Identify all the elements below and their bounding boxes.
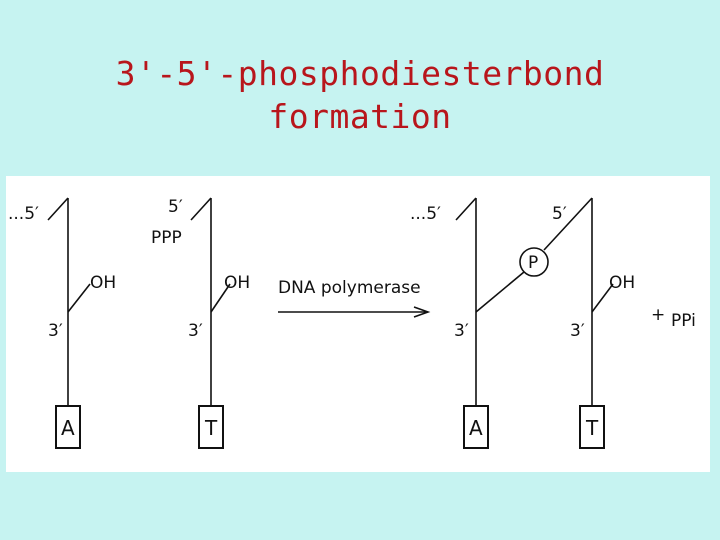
left-strand1-5prime-link xyxy=(48,198,68,220)
left-strand1-oh-label: OH xyxy=(90,273,117,293)
left-strand1-5prime-label: ...5′ xyxy=(8,204,39,224)
title-line-1: 3'-5'-phosphodiesterbond xyxy=(115,54,605,93)
right-strand2-base-label: T xyxy=(586,416,599,440)
right-strand2-5prime-label: 5′ xyxy=(552,204,567,224)
left-strand2-oh-label: OH xyxy=(224,273,251,293)
left-strand1-base-label: A xyxy=(61,416,75,440)
reaction-diagram xyxy=(6,176,710,472)
right-strand1-5prime-link xyxy=(456,198,476,220)
right-strand1-3prime-label: 3′ xyxy=(454,321,469,341)
title-line-2: formation xyxy=(268,97,452,136)
slide-title xyxy=(0,52,720,138)
pyrophosphate-label: PPi xyxy=(671,311,696,331)
left-strand2-5prime-link xyxy=(191,198,211,220)
enzyme-label: DNA polymerase xyxy=(278,278,421,298)
reaction-diagram-svg xyxy=(6,176,710,472)
right-strand2-oh-label: OH xyxy=(609,273,636,293)
phosphate-label: P xyxy=(528,253,539,273)
plus-sign: + xyxy=(651,305,666,325)
left-strand2-3prime-label: 3′ xyxy=(188,321,203,341)
right-strand1-base-label: A xyxy=(469,416,483,440)
left-strand2-base-label: T xyxy=(205,416,218,440)
right-strand1-5prime-label: ...5′ xyxy=(410,204,441,224)
left-strand1-3prime-link xyxy=(68,284,90,312)
right-strand2-3prime-label: 3′ xyxy=(570,321,585,341)
left-strand1-3prime-label: 3′ xyxy=(48,321,63,341)
left-strand2-ppp-label: PPP xyxy=(151,228,182,248)
right-strand1-to-phosphate xyxy=(476,272,524,312)
left-strand2-5prime-label: 5′ xyxy=(168,197,183,217)
